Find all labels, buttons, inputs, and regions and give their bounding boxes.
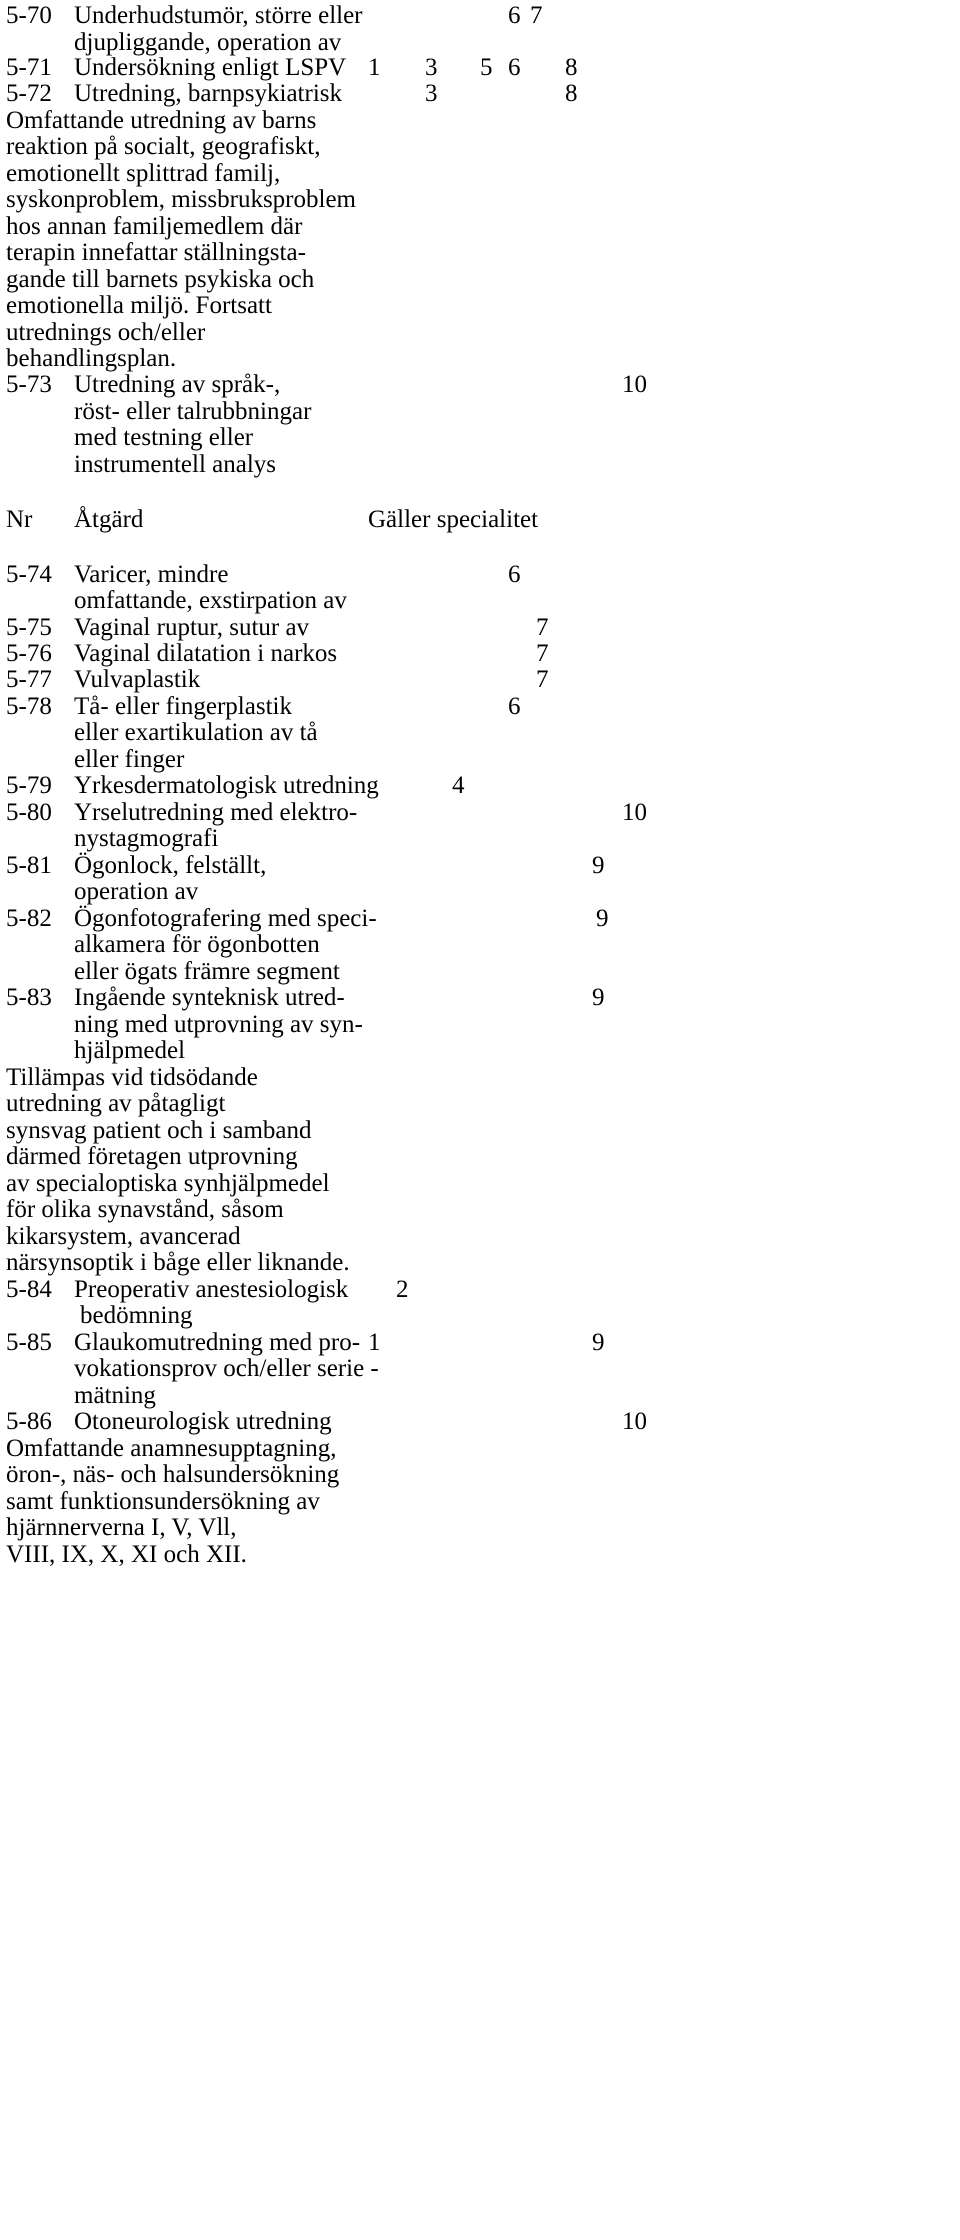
specialty-number: 10 <box>622 799 647 826</box>
row-code: 5-74 <box>6 561 52 588</box>
row-text-line: vokationsprov och/eller serie - <box>74 1355 379 1382</box>
note-line: behandlingsplan. <box>6 345 177 372</box>
specialty-number: 4 <box>452 772 465 799</box>
row-code: 5-79 <box>6 772 52 799</box>
note-line: VIII, IX, X, XI och XII. <box>6 1541 247 1568</box>
row-code: 5-78 <box>6 693 52 720</box>
row-text-line: Preoperativ anestesiologisk <box>74 1276 349 1303</box>
note-line: hjärnnerverna I, V, Vll, <box>6 1514 237 1541</box>
row-text-line: Glaukomutredning med pro- <box>74 1329 361 1356</box>
row-text-line: eller exartikulation av tå <box>74 719 318 746</box>
note-line: Omfattande utredning av barns <box>6 107 317 134</box>
note-line: utredning av påtagligt <box>6 1090 226 1117</box>
row-code: 5-86 <box>6 1408 52 1435</box>
row-text-line: Undersökning enligt LSPV <box>74 54 347 81</box>
row-text-line: Ögonlock, felställt, <box>74 852 267 879</box>
row-text-line: eller ögats främre segment <box>74 958 340 985</box>
specialty-number: 9 <box>596 905 609 932</box>
note-line: synsvag patient och i samband <box>6 1117 312 1144</box>
row-code: 5-85 <box>6 1329 52 1356</box>
row-text-line: bedömning <box>80 1302 193 1329</box>
specialty-number: 2 <box>396 1276 409 1303</box>
row-text-line: Otoneurologisk utredning <box>74 1408 332 1435</box>
row-code: 5-73 <box>6 371 52 398</box>
note-line: utrednings och/eller <box>6 319 206 346</box>
row-text-line: Ögonfotografering med speci- <box>74 905 377 932</box>
row-code: 5-80 <box>6 799 52 826</box>
note-line: Tillämpas vid tidsödande <box>6 1064 258 1091</box>
header-specialitet: Gäller specialitet <box>368 506 539 533</box>
note-line: emotionellt splittrad familj, <box>6 160 281 187</box>
specialty-number: 5 <box>480 54 493 81</box>
note-line: gande till barnets psykiska och <box>6 266 315 293</box>
row-code: 5-70 <box>6 2 52 29</box>
row-text-line: Vaginal dilatation i narkos <box>74 640 338 667</box>
row-code: 5-81 <box>6 852 52 879</box>
note-line: terapin innefattar ställningsta- <box>6 239 306 266</box>
specialty-number: 3 <box>425 54 438 81</box>
row-code: 5-71 <box>6 54 52 81</box>
header-atgard: Åtgärd <box>74 506 144 533</box>
row-text-line: alkamera för ögonbotten <box>74 931 320 958</box>
row-text-line: Utredning, barnpsykiatrisk <box>74 80 343 107</box>
note-line: hos annan familjemedlem där <box>6 213 303 240</box>
note-line: öron-, näs- och halsundersökning <box>6 1461 340 1488</box>
note-line: för olika synavstånd, såsom <box>6 1196 284 1223</box>
specialty-number: 9 <box>592 1329 605 1356</box>
row-code: 5-76 <box>6 640 52 667</box>
note-line: närsynsoptik i båge eller liknande. <box>6 1249 350 1276</box>
specialty-number: 8 <box>565 80 578 107</box>
specialty-number: 7 <box>536 666 549 693</box>
specialty-number: 6 <box>508 693 521 720</box>
row-text-line: instrumentell analys <box>74 451 277 478</box>
row-text-line: Yrselutredning med elektro- <box>74 799 358 826</box>
row-code: 5-75 <box>6 614 52 641</box>
note-line: därmed företagen utprovning <box>6 1143 298 1170</box>
note-line: kikarsystem, avancerad <box>6 1223 241 1250</box>
specialty-number: 9 <box>592 984 605 1011</box>
row-code: 5-77 <box>6 666 52 693</box>
row-text-line: Tå- eller fingerplastik <box>74 693 292 720</box>
row-text-line: Vulvaplastik <box>74 666 201 693</box>
note-line: reaktion på socialt, geografiskt, <box>6 133 321 160</box>
specialty-number: 7 <box>530 2 543 29</box>
note-line: syskonproblem, missbruksproblem <box>6 186 356 213</box>
specialty-number: 8 <box>565 54 578 81</box>
specialty-number: 1 <box>368 1329 381 1356</box>
row-text-line: Vaginal ruptur, sutur av <box>74 614 310 641</box>
row-text-line: Ingående synteknisk utred- <box>74 984 345 1011</box>
row-code: 5-82 <box>6 905 52 932</box>
specialty-number: 6 <box>508 561 521 588</box>
row-text-line: eller finger <box>74 746 185 773</box>
row-text-line: omfattande, exstirpation av <box>74 587 347 614</box>
note-line: emotionella miljö. Fortsatt <box>6 292 272 319</box>
note-line: Omfattande anamnesupptagning, <box>6 1435 337 1462</box>
specialty-number: 10 <box>622 371 647 398</box>
row-text-line: röst- eller talrubbningar <box>74 398 312 425</box>
row-text-line: Utredning av språk-, <box>74 371 281 398</box>
specialty-number: 7 <box>536 640 549 667</box>
specialty-number: 3 <box>425 80 438 107</box>
header-nr: Nr <box>6 506 33 533</box>
row-text-line: Yrkesdermatologisk utredning <box>74 772 379 799</box>
row-text-line: Underhudstumör, större eller <box>74 2 363 29</box>
specialty-number: 7 <box>536 614 549 641</box>
specialty-number: 1 <box>368 54 381 81</box>
specialty-number: 6 <box>508 2 521 29</box>
row-text-line: hjälpmedel <box>74 1037 186 1064</box>
row-text-line: operation av <box>74 878 199 905</box>
specialty-number: 6 <box>508 54 521 81</box>
row-text-line: djupliggande, operation av <box>74 29 342 56</box>
row-code: 5-83 <box>6 984 52 1011</box>
row-text-line: mätning <box>74 1382 156 1409</box>
row-code: 5-84 <box>6 1276 52 1303</box>
row-text-line: med testning eller <box>74 424 254 451</box>
note-line: av specialoptiska synhjälpmedel <box>6 1170 330 1197</box>
note-line: samt funktionsundersökning av <box>6 1488 320 1515</box>
row-code: 5-72 <box>6 80 52 107</box>
specialty-number: 10 <box>622 1408 647 1435</box>
row-text-line: ning med utprovning av syn- <box>74 1011 363 1038</box>
row-text-line: nystagmografi <box>74 825 219 852</box>
specialty-number: 9 <box>592 852 605 879</box>
row-text-line: Varicer, mindre <box>74 561 229 588</box>
